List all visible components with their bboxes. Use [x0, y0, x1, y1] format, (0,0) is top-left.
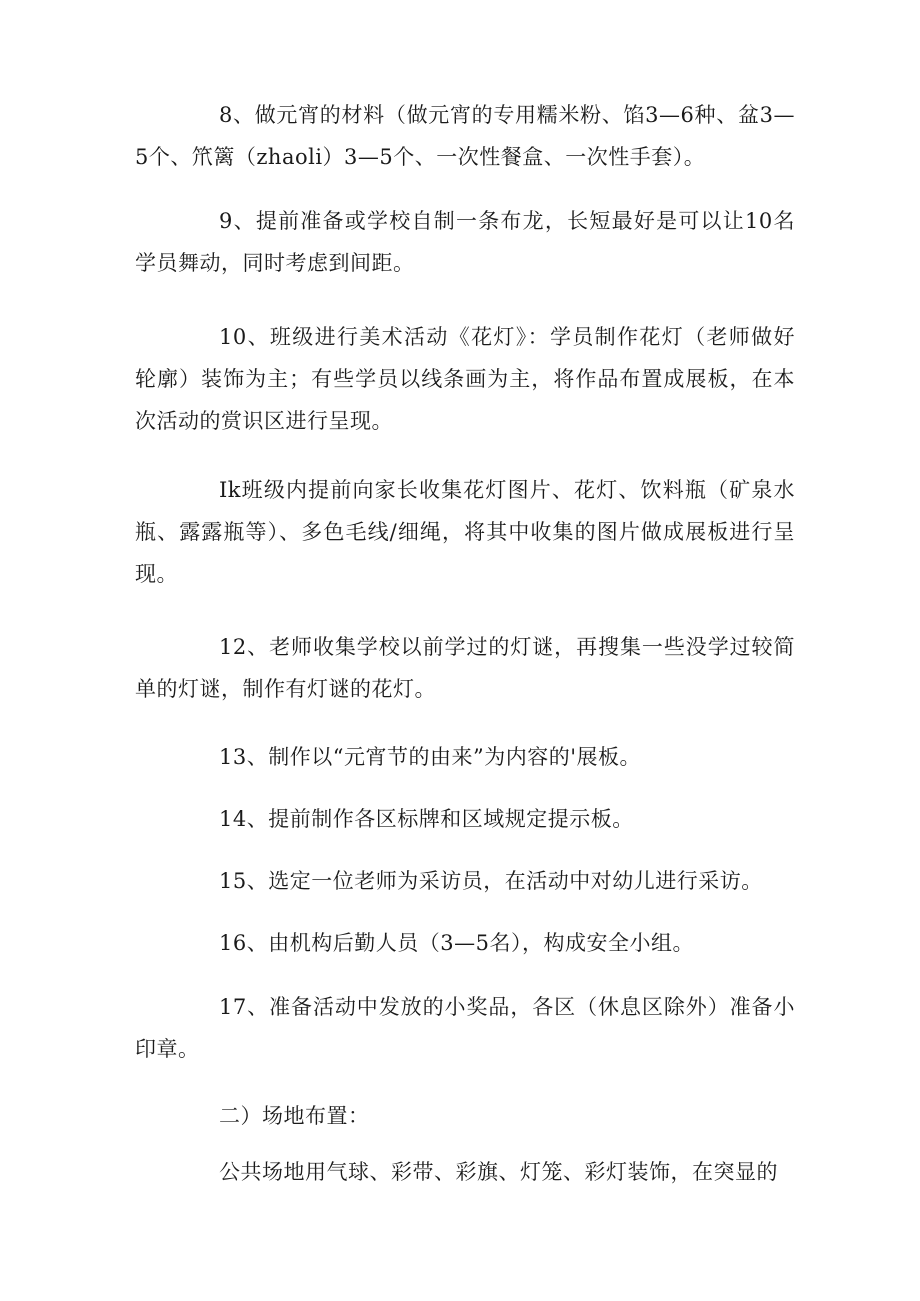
- paragraph-11: Ik班级内提前向家长收集花灯图片、花灯、饮料瓶（矿泉水瓶、露露瓶等）、多色毛线/细绳，将其中收集的图片做成展板进行呈现。: [135, 478, 795, 586]
- section-heading-venue: 二）场地布置：: [219, 1104, 370, 1128]
- paragraph-15: 15、选定一位老师为采访员，在活动中对幼儿进行采访。: [219, 869, 763, 893]
- paragraph-17: 17、准备活动中发放的小奖品，各区（休息区除外）准备小印章。: [135, 995, 795, 1061]
- paragraph-13: 13、制作以“元宵节的由来”为内容的'展板。: [219, 745, 641, 769]
- paragraph-9: 9、提前准备或学校自制一条布龙，长短最好是可以让10名学员舞动，同时考虑到间距。: [135, 209, 795, 275]
- paragraph-12: 12、老师收集学校以前学过的灯谜，再搜集一些没学过较简单的灯谜，制作有灯谜的花灯。: [135, 635, 795, 701]
- paragraph-16: 16、由机构后勤人员（3—5名），构成安全小组。: [219, 931, 694, 955]
- paragraph-8: 8、做元宵的材料（做元宵的专用糯米粉、馅3—6种、盆3—5个、笊篱（zhaoli）3—5个、一次性餐盒、一次性手套）。: [135, 103, 795, 169]
- paragraph-venue-decoration: 公共场地用气球、彩带、彩旗、灯笼、彩灯装饰，在突显的: [219, 1160, 778, 1184]
- paragraph-14: 14、提前制作各区标牌和区域规定提示板。: [219, 807, 634, 831]
- paragraph-10: 10、班级进行美术活动《花灯》：学员制作花灯（老师做好轮廓）装饰为主；有些学员以线条画为主，将作品布置成展板，在本次活动的赏识区进行呈现。: [135, 325, 795, 433]
